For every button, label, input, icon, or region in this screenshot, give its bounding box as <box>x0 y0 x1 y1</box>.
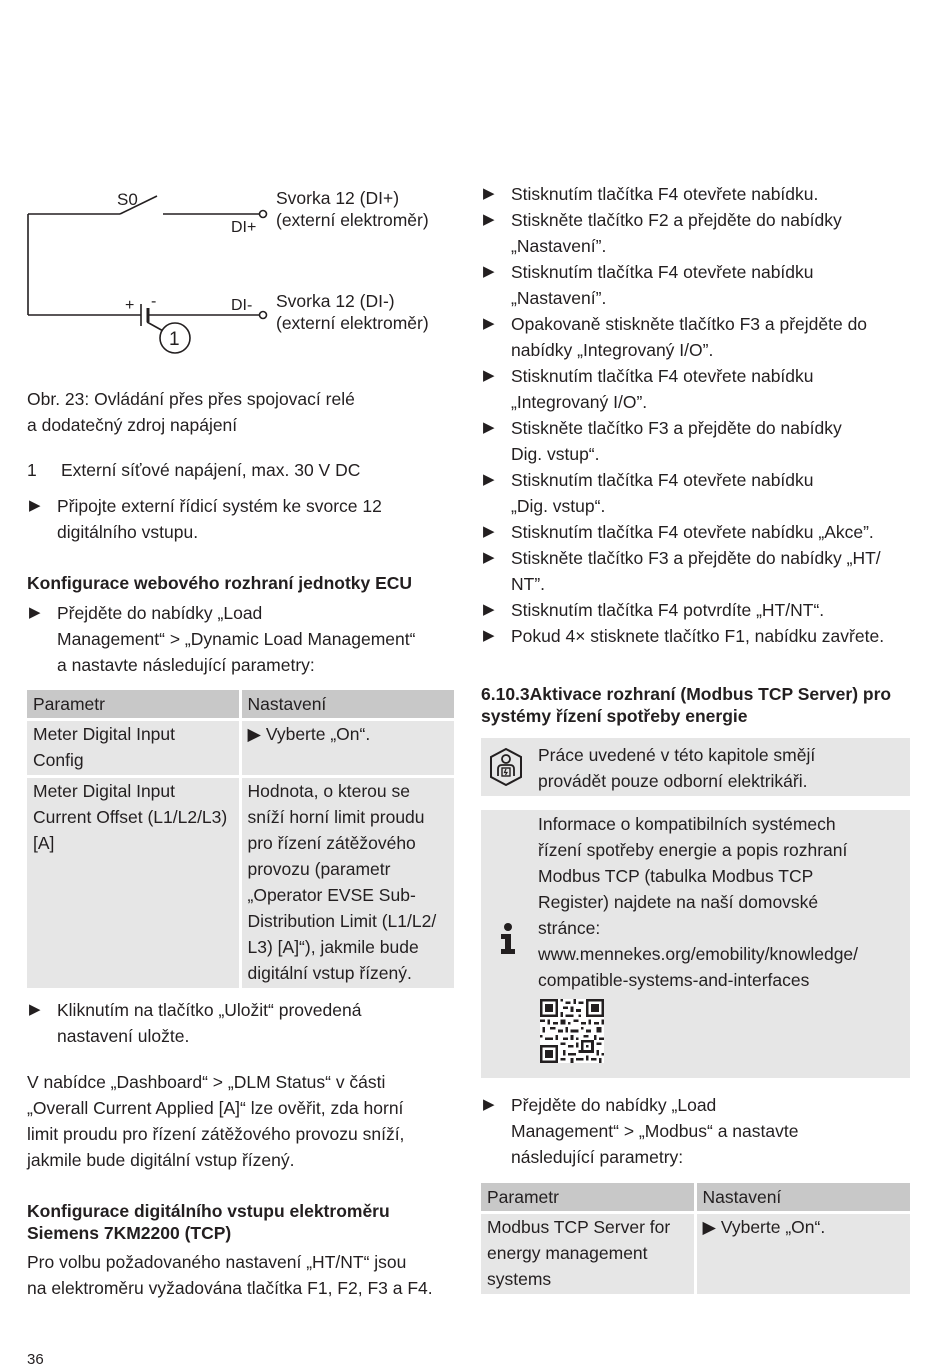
step-line: Management“ > „Dynamic Load Management“ <box>57 629 416 649</box>
modbus-parameters-table <box>481 1183 910 1294</box>
arrow-bullet-icon: ▶ <box>483 471 495 488</box>
section-number: 6.10.3 <box>481 684 530 704</box>
list-item: ▶ Stisknutím tlačítka F4 otevřete nabídku „Akce”. <box>481 519 910 545</box>
list-item: ▶ Opakovaně stiskněte tlačítko F3 a přejděte do nabídky „Integrovaný I/O”. <box>481 311 910 363</box>
arrow-bullet-icon: ▶ <box>483 367 495 384</box>
warning-text: Práce uvedené v této kapitole smějí <box>538 745 816 765</box>
arrow-bullet-icon: ▶ <box>483 185 495 202</box>
column-header: Parametr <box>481 1183 695 1213</box>
step-line: Připojte externí řídicí systém ke svorce 12 <box>57 496 382 516</box>
instruction-step <box>27 493 457 545</box>
table-cell: Meter Digital Input Current Offset (L1/L2/L3) [A] <box>27 777 240 989</box>
list-item: ▶ Stiskněte tlačítko F3 a přejděte do nabídky „HT/ NT”. <box>481 545 910 597</box>
di-minus-label: DI- <box>231 297 253 314</box>
list-item: ▶ Stisknutím tlačítka F4 potvrdíte „HT/NT“. <box>481 597 910 623</box>
section-title-continued: systémy řízení spotřeby energie <box>481 706 748 726</box>
legend-number: 1 <box>27 460 37 480</box>
arrow-bullet-icon: ▶ <box>483 627 495 644</box>
step-line: Kliknutím na tlačítko „Uložit“ provedená <box>57 1000 362 1020</box>
switch-label: S0 <box>117 190 138 209</box>
legend-text: Externí síťové napájení, max. 30 V DC <box>61 460 361 480</box>
battery-minus-label: - <box>151 293 157 310</box>
terminal-plus-label: Svorka 12 (DI+) <box>276 188 400 208</box>
list-item: ▶ Stisknutím tlačítka F4 otevřete nabídku „Integrovaný I/O”. <box>481 363 910 415</box>
info-text: Modbus TCP (tabulka Modbus TCP <box>538 866 814 886</box>
arrow-bullet-icon: ▶ <box>483 1096 495 1113</box>
arrow-bullet-icon: ▶ <box>483 263 495 280</box>
info-text: stránce: <box>538 918 601 938</box>
list-item: ▶ Stisknutím tlačítka F4 otevřete nabídku „Dig. vstup“. <box>481 467 910 519</box>
list-item: ▶ Stiskněte tlačítko F2 a přejděte do nabídky „Nastavení”. <box>481 207 910 259</box>
dashboard-paragraph: V nabídce „Dashboard“ > „DLM Status“ v části „Overall Current Applied [A]“ lze ověřit, zda horní limit proudu pro řízení zátěžového provozu sníží, jakmile bude digitální vstup řízený. <box>27 1072 405 1170</box>
step-line: a nastavte následující parametry: <box>57 655 315 675</box>
ecu-parameters-table <box>27 690 454 988</box>
page-number: 36 <box>27 1351 44 1368</box>
table-cell: Hodnota, o kterou se sníží horní limit proudu pro řízení zátěžového provozu (parametr „Operator EVSE Sub- Distribution Limit (L1/L2/ L3) [A]“), jakmile bude digitální vstup řízený. <box>240 777 454 989</box>
list-item: ▶ Pokud 4× stisknete tlačítko F1, nabídku zavřete. <box>481 623 910 649</box>
meter-steps-list <box>481 181 910 649</box>
table-header-row <box>27 690 454 720</box>
table-row <box>27 777 454 989</box>
caption-line: Obr. 23: Ovládání přes přes spojovací relé <box>27 389 355 409</box>
info-box <box>481 810 910 1078</box>
info-text: Informace o kompatibilních systémech <box>538 814 836 834</box>
ecu-heading: Konfigurace webového rozhraní jednotky ECU <box>27 573 413 593</box>
info-icon <box>493 922 523 956</box>
table-cell: Modbus TCP Server for energy management systems <box>481 1213 695 1295</box>
circuit-diagram <box>27 180 457 360</box>
section-title: Aktivace rozhraní (Modbus TCP Server) pro <box>529 684 892 704</box>
column-header: Parametr <box>27 690 240 720</box>
step-line: Přejděte do nabídky „Load <box>511 1095 717 1115</box>
instruction-step <box>27 600 485 678</box>
siemens-heading: Konfigurace digitálního vstupu elektroměru Siemens 7KM2200 (TCP) <box>27 1201 390 1243</box>
arrow-bullet-icon: ▶ <box>29 497 41 514</box>
table-cell: ▶ Vyberte „On“. <box>695 1213 910 1295</box>
list-item: ▶ Stisknutím tlačítka F4 otevřete nabídku „Nastavení”. <box>481 259 910 311</box>
table-cell: Meter Digital Input Config <box>27 720 240 777</box>
website-link-continued[interactable]: compatible-systems-and-interfaces <box>538 970 810 990</box>
arrow-bullet-icon: ▶ <box>29 1001 41 1018</box>
arrow-bullet-icon: ▶ <box>483 419 495 436</box>
step-line: Přejděte do nabídky „Load <box>57 603 263 623</box>
arrow-bullet-icon: ▶ <box>29 604 41 621</box>
info-text: řízení spotřeby energie a popis rozhraní <box>538 840 848 860</box>
info-text: Register) najdete na naší domovské <box>538 892 819 912</box>
arrow-bullet-icon: ▶ <box>483 211 495 228</box>
terminal-minus-label: Svorka 12 (DI-) <box>276 291 395 311</box>
figure-caption <box>27 386 355 438</box>
website-link[interactable]: www.mennekes.org/emobility/knowledge/ <box>538 944 859 964</box>
table-row <box>27 720 454 777</box>
legend-item <box>27 457 455 483</box>
instruction-step <box>27 997 477 1049</box>
arrow-bullet-icon: ▶ <box>483 601 495 618</box>
list-item: ▶ Stisknutím tlačítka F4 otevřete nabídku. <box>481 181 910 207</box>
warning-box <box>481 738 910 796</box>
table-cell: ▶ Vyberte „On“. <box>240 720 454 777</box>
di-plus-label: DI+ <box>231 219 257 236</box>
caption-line: a dodatečný zdroj napájení <box>27 415 238 435</box>
arrow-bullet-icon: ▶ <box>483 523 495 540</box>
column-header: Nastavení <box>695 1183 910 1213</box>
warning-text: provádět pouze odborní elektrikáři. <box>538 771 808 791</box>
callout-number: 1 <box>169 329 180 350</box>
table-row <box>481 1213 910 1295</box>
table-header-row <box>481 1183 910 1213</box>
siemens-paragraph: Pro volbu požadovaného nastavení „HT/NT“ jsou na elektroměru vyžadována tlačítka F1, F2, F3 a F4. <box>27 1252 433 1298</box>
list-item: ▶ Stiskněte tlačítko F3 a přejděte do nabídky Dig. vstup“. <box>481 415 910 467</box>
instruction-step <box>481 1092 940 1170</box>
step-line: Management“ > „Modbus“ a nastavte <box>511 1121 799 1141</box>
terminal-plus-sublabel: (externí elektroměr) <box>276 210 429 230</box>
electrician-icon <box>489 748 523 786</box>
step-line: digitálního vstupu. <box>57 522 199 542</box>
section-heading <box>481 683 910 727</box>
column-header: Nastavení <box>240 690 454 720</box>
battery-plus-label: + <box>125 297 135 314</box>
qr-code[interactable] <box>540 999 604 1063</box>
arrow-bullet-icon: ▶ <box>483 549 495 566</box>
step-line: nastavení uložte. <box>57 1026 190 1046</box>
terminal-minus-sublabel: (externí elektroměr) <box>276 313 429 333</box>
arrow-bullet-icon: ▶ <box>483 315 495 332</box>
step-line: následující parametry: <box>511 1147 684 1167</box>
